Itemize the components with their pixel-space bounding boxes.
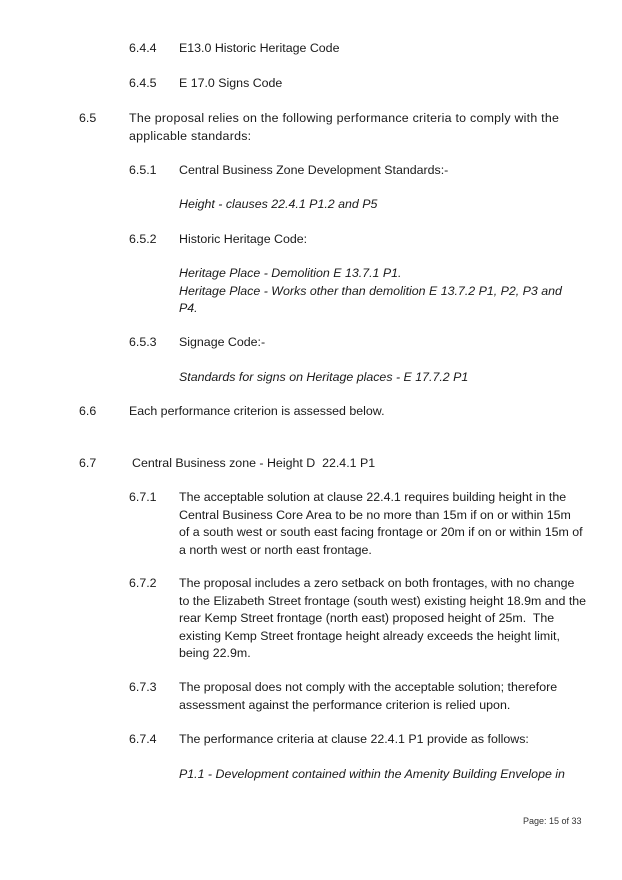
paragraph-line: of a south west or south east facing frontage or 20m if on or within 15m of — [179, 525, 583, 539]
section-subtext-6-7-4: P1.1 - Development contained within the Amenity Building Envelope in — [179, 767, 565, 781]
section-subtext-6-5-2 — [179, 265, 589, 318]
section-number-6-5-1: 6.5.1 — [129, 163, 157, 177]
section-subtext-6-5-3: Standards for signs on Heritage places - E 17.7.2 P1 — [179, 370, 469, 384]
paragraph-line: The proposal includes a zero setback on both frontages, with no change — [179, 576, 575, 590]
paragraph-line: The proposal relies on the following performance criteria to comply with the — [129, 111, 560, 125]
section-number-6-5-3: 6.5.3 — [129, 335, 157, 349]
paragraph-line: P4. — [179, 301, 198, 315]
section-number-6-5-2: 6.5.2 — [129, 232, 157, 246]
section-number-6-5: 6.5 — [79, 111, 97, 125]
paragraph-line: to the Elizabeth Street frontage (south west) existing height 18.9m and the — [179, 593, 587, 608]
paragraph-line: The acceptable solution at clause 22.4.1 requires building height in the — [179, 490, 567, 504]
section-paragraph-6-7-3 — [179, 679, 589, 714]
section-number-6-7-4: 6.7.4 — [129, 732, 157, 746]
section-paragraph-6-7-1 — [179, 489, 589, 559]
section-number-6-4-4: 6.4.4 — [129, 41, 157, 55]
page-number: Page: 15 of 33 — [523, 816, 582, 826]
section-text-6-6: Each performance criterion is assessed below. — [129, 404, 385, 418]
section-subtext-6-5-1: Height - clauses 22.4.1 P1.2 and P5 — [179, 197, 378, 211]
section-text-6-5-3: Signage Code:- — [179, 335, 266, 349]
paragraph-line: existing Kemp Street frontage height already exceeds the height limit, — [179, 628, 560, 643]
paragraph-line: a north west or north east frontage. — [179, 542, 372, 557]
section-paragraph-6-7-2 — [179, 575, 589, 663]
section-number-6-6: 6.6 — [79, 404, 97, 418]
paragraph-line: rear Kemp Street frontage (north east) proposed height of 25m. The — [179, 611, 555, 625]
paragraph-line: Heritage Place - Works other than demolition E 13.7.2 P1, P2, P3 and — [179, 283, 562, 298]
section-number-6-7-1: 6.7.1 — [129, 490, 157, 504]
paragraph-line: Central Business Core Area to be no more than 15m if on or within 15m — [179, 507, 571, 522]
paragraph-line: Heritage Place - Demolition E 13.7.1 P1. — [179, 266, 402, 280]
paragraph-line: being 22.9m. — [179, 646, 251, 660]
paragraph-line: assessment against the performance criterion is relied upon. — [179, 697, 511, 712]
section-number-6-7: 6.7 — [79, 456, 97, 470]
section-text-6-4-4: E13.0 Historic Heritage Code — [179, 41, 340, 55]
section-text-6-5-2: Historic Heritage Code: — [179, 232, 308, 246]
section-text-6-7-4: The performance criteria at clause 22.4.1 P1 provide as follows: — [179, 732, 529, 746]
section-number-6-4-5: 6.4.5 — [129, 76, 157, 90]
section-paragraph-6-5 — [129, 110, 591, 145]
section-number-6-7-3: 6.7.3 — [129, 680, 157, 694]
section-text-6-5-1: Central Business Zone Development Standards:- — [179, 163, 449, 177]
section-number-6-7-2: 6.7.2 — [129, 576, 157, 590]
section-heading-6-7: Central Business zone - Height D 22.4.1 P1 — [132, 456, 376, 470]
section-text-6-4-5: E 17.0 Signs Code — [179, 76, 283, 90]
paragraph-line: The proposal does not comply with the acceptable solution; therefore — [179, 680, 558, 694]
paragraph-line: applicable standards: — [129, 128, 252, 143]
